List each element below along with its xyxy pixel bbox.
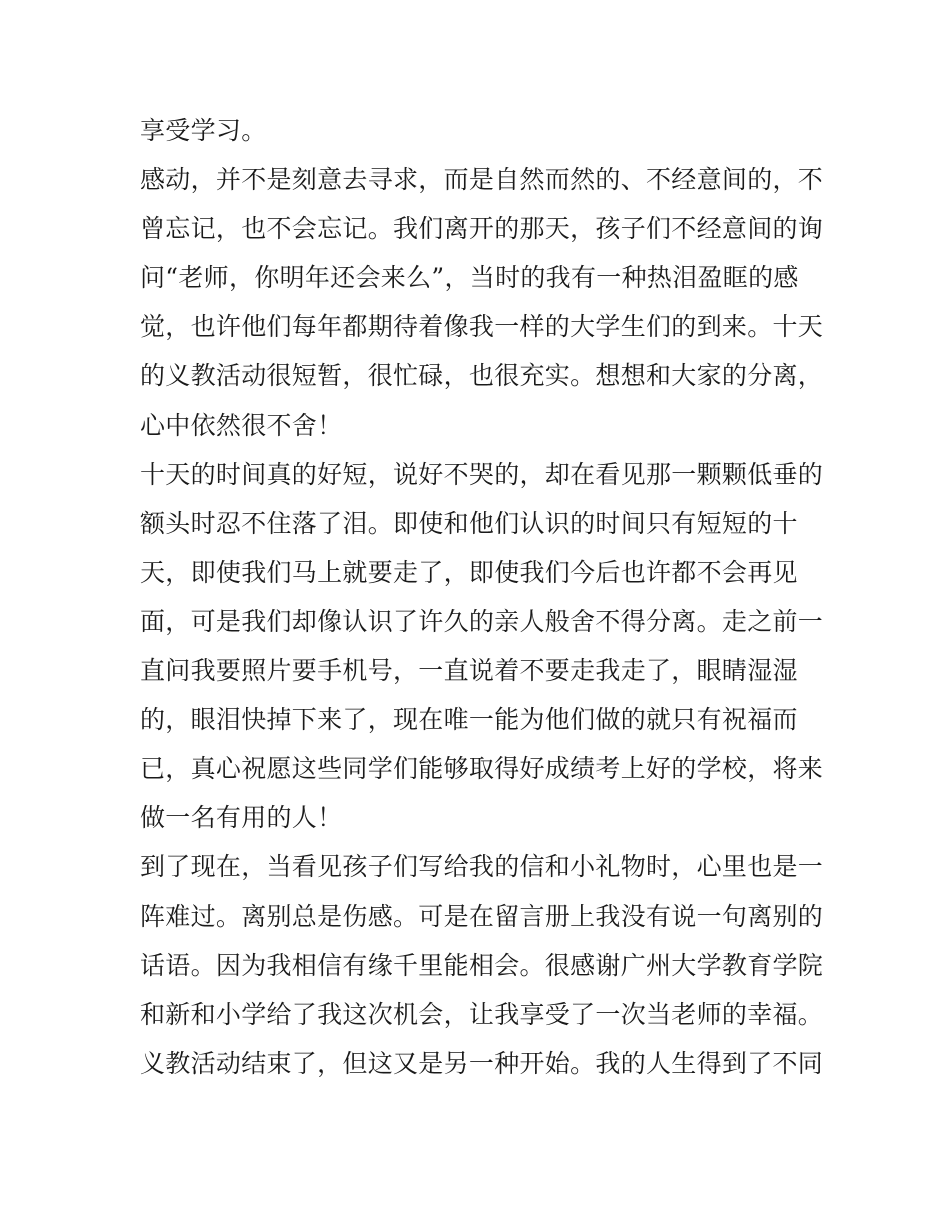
text-line: 额头时忍不住落了泪。即使和他们认识的时间只有短短的十	[140, 508, 798, 538]
text-line: 面，可是我们却像认识了许久的亲人般舍不得分离。走之前一	[140, 606, 824, 636]
text-line: 的，眼泪快掉下来了，现在唯一能为他们做的就只有祝福而	[140, 705, 798, 735]
text-line: 话语。因为我相信有缘千里能相会。很感谢广州大学教育学院	[140, 950, 824, 980]
text-line: 曾忘记，也不会忘记。我们离开的那天，孩子们不经意间的询	[140, 214, 824, 244]
text-line: 的义教活动很短暂，很忙碌，也很充实。想想和大家的分离，	[140, 361, 824, 391]
text-line: 直问我要照片要手机号，一直说着不要走我走了，眼睛湿湿	[140, 656, 798, 686]
text-line: 问“老师，你明年还会来么”，当时的我有一种热泪盈眶的感	[140, 263, 799, 293]
text-line: 义教活动结束了，但这又是另一种开始。我的人生得到了不同	[140, 1048, 824, 1078]
text-line: 和新和小学给了我这次机会，让我享受了一次当老师的幸福。	[140, 999, 824, 1029]
document-body	[140, 106, 824, 1088]
text-line: 天，即使我们马上就要走了，即使我们今后也许都不会再见	[140, 557, 798, 587]
text-line: 觉，也许他们每年都期待着像我一样的大学生们的到来。十天	[140, 312, 824, 342]
text-line: 做一名有用的人！	[140, 803, 343, 833]
text-line: 心中依然很不舍！	[140, 410, 343, 440]
text-line: 十天的时间真的好短，说好不哭的，却在看见那一颗颗低垂的	[140, 459, 824, 489]
text-line: 感动，并不是刻意去寻求，而是自然而然的、不经意间的，不	[140, 165, 824, 195]
text-line: 阵难过。离别总是伤感。可是在留言册上我没有说一句离别的	[140, 901, 824, 931]
text-line: 享受学习。	[140, 116, 267, 145]
text-line: 已，真心祝愿这些同学们能够取得好成绩考上好的学校，将来	[140, 754, 824, 784]
text-line: 到了现在，当看见孩子们写给我的信和小礼物时，心里也是一	[140, 852, 824, 882]
